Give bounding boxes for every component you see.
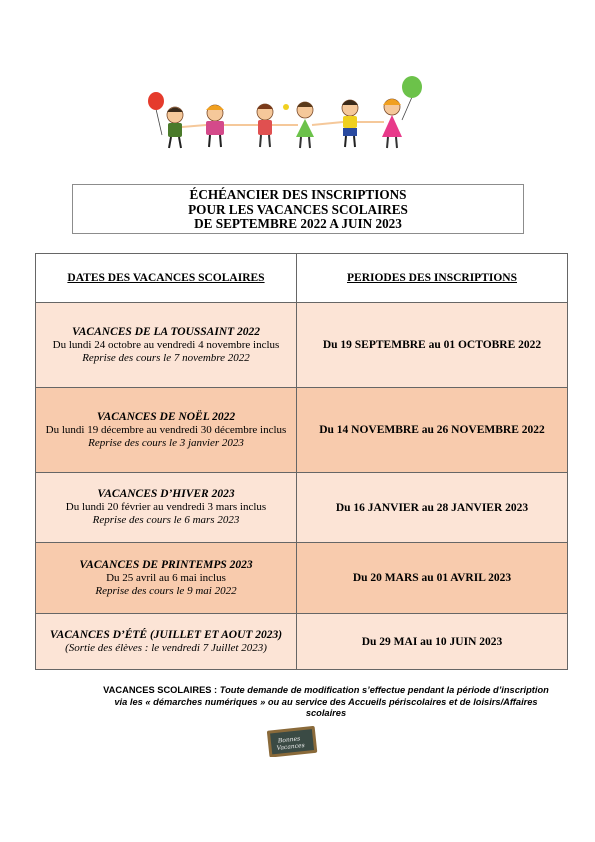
inscription-period: Du 20 MARS au 01 AVRIL 2023 [297, 543, 568, 614]
title-line-3: DE SEPTEMBRE 2022 A JUIN 2023 [194, 216, 402, 232]
vacation-reprise: (Sortie des élèves : le vendredi 7 Juillet 2023) [65, 641, 267, 654]
vacation-reprise: Reprise des cours le 6 mars 2023 [92, 514, 240, 526]
sign-text-1: Bonnes [277, 735, 301, 745]
vacation-reprise: Reprise des cours le 3 janvier 2023 [88, 436, 244, 449]
inscription-period: Du 29 MAI au 10 JUIN 2023 [297, 614, 568, 670]
vacation-dates: Du lundi 20 février au vendredi 3 mars inclus [65, 501, 267, 513]
vacation-name: VACANCES DE NOËL 2022 [96, 410, 236, 423]
footnote-label: VACANCES SCOLAIRES : [103, 685, 218, 695]
sign-text-2: Vacances [276, 741, 306, 752]
chalkboard-sign-image [266, 725, 322, 757]
vacation-name: VACANCES DE PRINTEMPS 2023 [79, 558, 253, 571]
vacation-cell [36, 614, 297, 670]
vacation-name: VACANCES DE LA TOUSSAINT 2022 [71, 325, 261, 338]
table-row [36, 388, 568, 473]
title-line-1: ÉCHÉANCIER DES INSCRIPTIONS [189, 187, 407, 202]
vacation-cell [36, 303, 297, 388]
vacation-cell [36, 388, 297, 473]
table-row [36, 543, 568, 614]
vacation-dates: Du lundi 19 décembre au vendredi 30 décembre inclus [45, 423, 287, 436]
vacation-name: VACANCES D’ÉTÉ (JUILLET ET AOUT 2023) [49, 628, 283, 641]
vacation-reprise: Reprise des cours le 9 mai 2022 [95, 584, 237, 597]
schedule-table [35, 253, 568, 670]
vacation-cell [36, 473, 297, 543]
table-row [36, 473, 568, 543]
table-header-row [36, 254, 568, 303]
footnote-text: Toute demande de modification s’effectue pendant la période d’inscription via les « démarches numériques » ou au service des Accueils périscolaires et de loisirs/Affaires scolaires [114, 685, 549, 718]
table-row [36, 614, 568, 670]
vacation-dates: Du 25 avril au 6 mai inclus [106, 571, 226, 584]
inscription-period: Du 16 JANVIER au 28 JANVIER 2023 [297, 473, 568, 543]
vacation-name: VACANCES D’HIVER 2023 [97, 488, 235, 500]
title-line-2: POUR LES VACANCES SCOLAIRES [188, 201, 408, 217]
col-header-dates: DATES DES VACANCES SCOLAIRES [36, 254, 297, 303]
vacation-cell [36, 543, 297, 614]
col-header-periods: PERIODES DES INSCRIPTIONS [297, 254, 568, 303]
table-row [36, 303, 568, 388]
vacation-reprise: Reprise des cours le 7 novembre 2022 [82, 351, 250, 364]
vacation-dates: Du lundi 24 octobre au vendredi 4 novembre inclus [52, 338, 280, 351]
inscription-period: Du 14 NOVEMBRE au 26 NOVEMBRE 2022 [297, 388, 568, 473]
inscription-period: Du 19 SEPTEMBRE au 01 OCTOBRE 2022 [297, 303, 568, 388]
footnote [96, 685, 556, 720]
children-illustration [140, 75, 430, 155]
title-box [72, 184, 524, 234]
